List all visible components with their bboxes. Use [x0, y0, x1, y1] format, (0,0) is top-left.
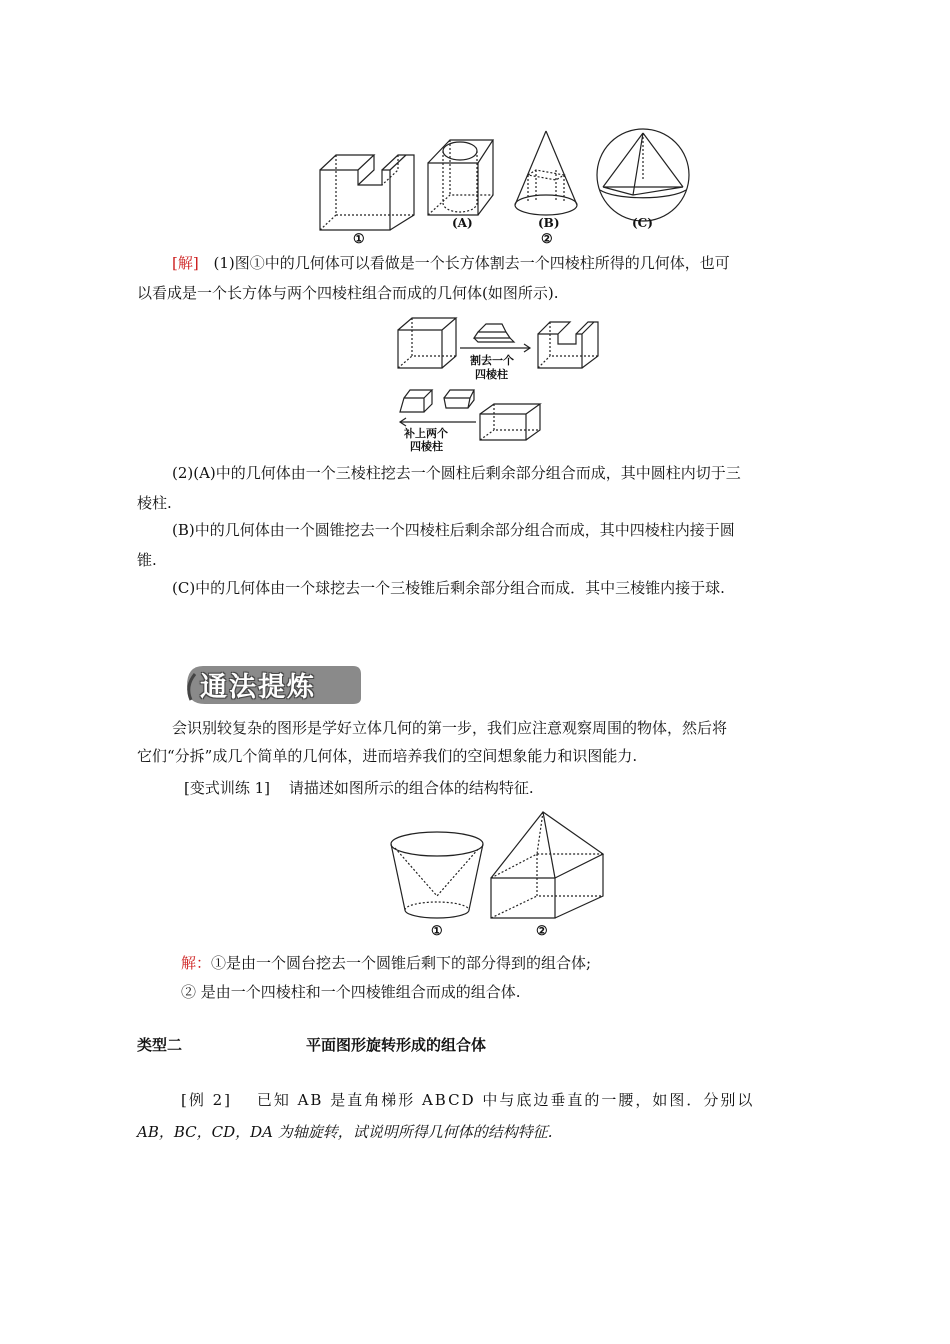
fig1-label-b: (B): [538, 216, 560, 230]
fig1-label-c: (C): [632, 216, 653, 230]
fig1-label-num2: ②: [541, 232, 553, 247]
fig2-cut-label1: 割去一个: [470, 354, 514, 367]
exercise-text: 请描述如图所示的组合体的结构特征.: [288, 779, 534, 797]
method-banner-title: 通法提炼: [200, 672, 316, 703]
example2-line2: AB，BC，CD，DA 为轴旋转，试说明所得几何体的结构特征.: [137, 1123, 553, 1141]
solution2-c-line1: (C)中的几何体由一个球挖去一个三棱锥后剩余部分组合而成．其中三棱锥内接于球.: [172, 579, 725, 597]
example2-line1: [181, 1089, 754, 1110]
fig2-cut-label2: 四棱柱: [475, 368, 508, 381]
section-title: 平面图形旋转形成的组合体: [306, 1036, 487, 1054]
exercise-answer-line2: ② 是由一个四棱柱和一个四棱锥组合而成的组合体.: [181, 983, 521, 1001]
example2-text1: 已知 AB 是直角梯形 ABCD 中与底边垂直的一腰，如图．分别以: [256, 1091, 755, 1109]
exercise-tag: [变式训练 1]: [184, 779, 271, 797]
figure-exercise-solids: [385, 808, 610, 923]
solution1-text1: (1)图①中的几何体可以看做是一个长方体割去一个四棱柱所得的几何体，也可: [213, 254, 730, 272]
exercise-answer-line1: [181, 952, 591, 973]
solution2-a-line2: 棱柱.: [137, 494, 172, 512]
exercise-answer-tag: 解：: [181, 954, 212, 972]
method-line1: 会识别较复杂的图形是学好立体几何的第一步，我们应注意观察周围的物体，然后将: [172, 719, 728, 737]
solution2-b-line1: (B)中的几何体由一个圆锥挖去一个四棱柱后剩余部分组合而成，其中四棱柱内接于圆: [172, 521, 735, 539]
solution-tag: [解]: [172, 254, 199, 272]
solution2-a-line1: (2)(A)中的几何体由一个三棱柱挖去一个圆柱后剩余部分组合而成，其中圆柱内切于三: [172, 464, 741, 482]
exercise-answer-text1: ①是由一个圆台挖去一个圆锥后剩下的部分得到的组合体;: [211, 954, 592, 972]
fig3-label-num2: ②: [536, 924, 548, 939]
exercise-line: [184, 777, 534, 798]
fig3-label-num1: ①: [431, 924, 443, 939]
method-line2: 它们“分拆”成几个简单的几何体，进而培养我们的空间想象能力和识图能力.: [137, 747, 638, 765]
fig1-label-a: (A): [452, 216, 473, 230]
fig2-add-label2: 四棱柱: [410, 440, 443, 453]
solution1-line1: [172, 252, 730, 273]
solution1-line2: 以看成是一个长方体与两个四棱柱组合而成的几何体(如图所示).: [137, 284, 559, 302]
example2-tag: [例 2]: [181, 1091, 233, 1109]
solution2-b-line2: 锥.: [137, 551, 157, 569]
figure-exercise-drawing: [385, 808, 610, 923]
fig1-label-num1: ①: [353, 232, 365, 247]
fig2-add-label1: 补上两个: [404, 427, 448, 440]
section-type: 类型二: [137, 1036, 183, 1054]
